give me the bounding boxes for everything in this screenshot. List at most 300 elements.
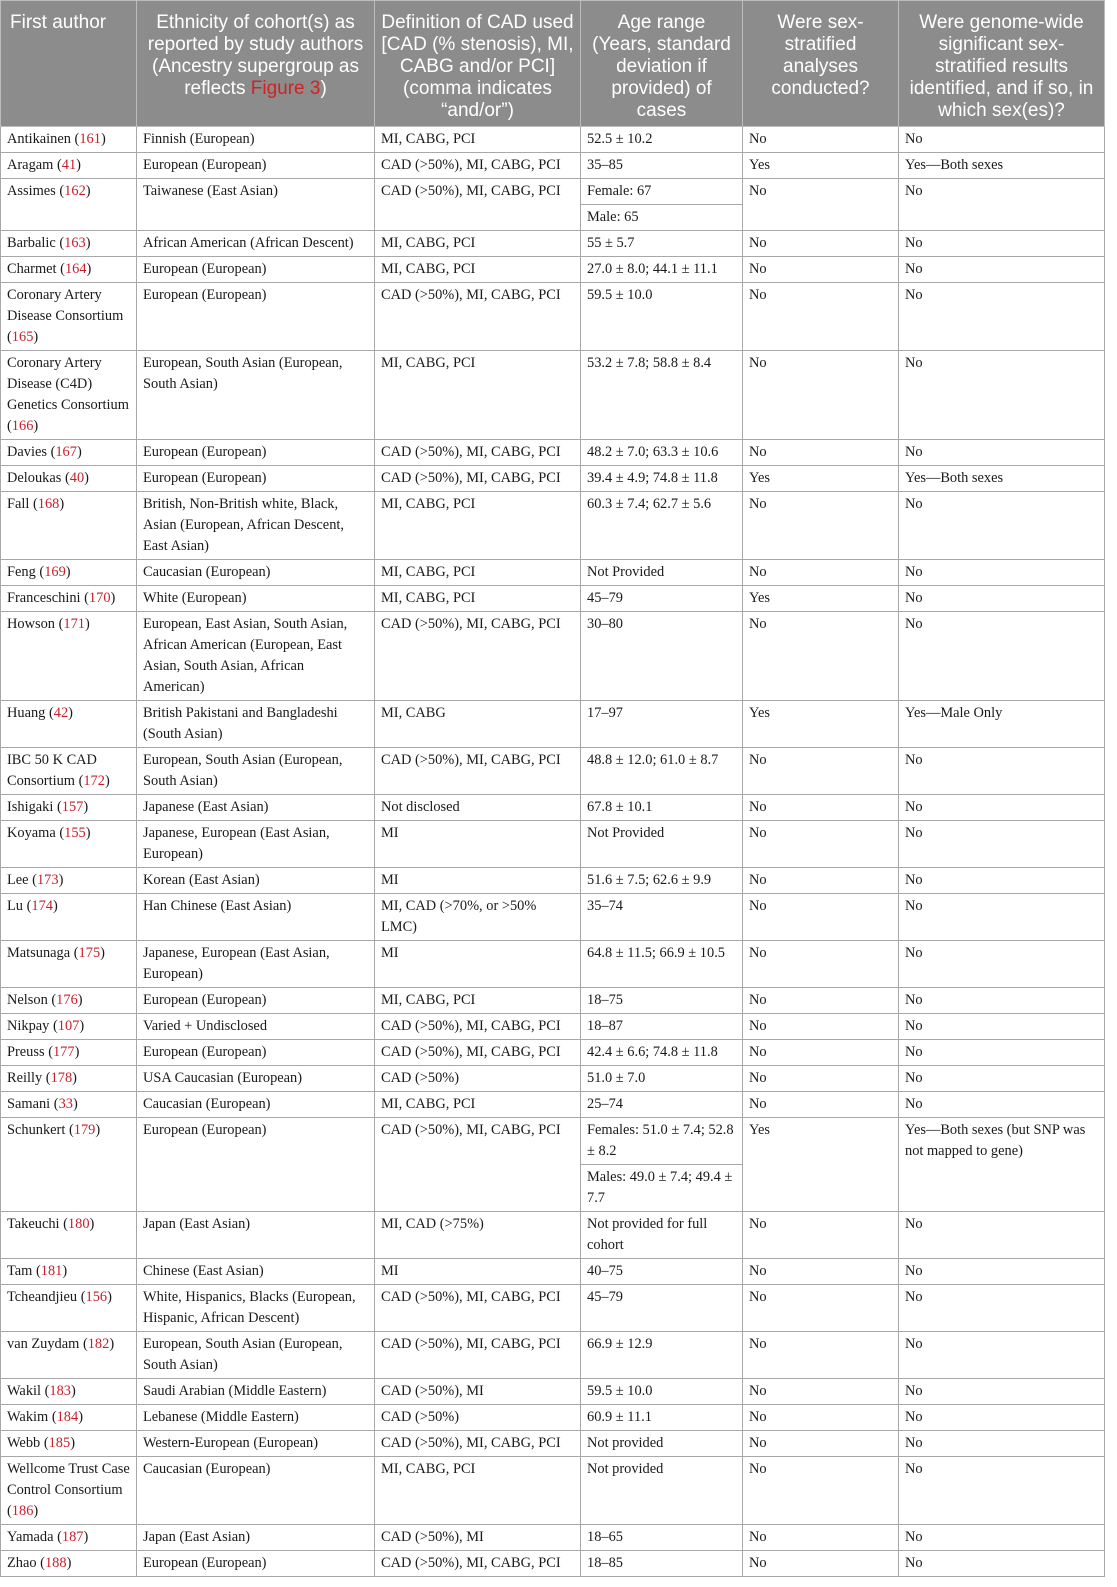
reference-link[interactable]: 174 xyxy=(31,898,53,914)
ref-open-paren: ( xyxy=(65,1122,74,1138)
author-cell xyxy=(1,1379,137,1405)
ref-close-paren: ) xyxy=(85,235,91,251)
ref-close-paren: ) xyxy=(62,1263,68,1279)
ref-open-paren: ( xyxy=(70,131,80,147)
reference-link[interactable]: 186 xyxy=(11,1503,34,1519)
ref-open-paren: ( xyxy=(7,1503,12,1519)
sex-analysis-cell: No xyxy=(743,1092,899,1118)
sex-analysis-cell: No xyxy=(743,1285,899,1332)
table-row xyxy=(1,1092,1105,1118)
ref-close-paren: ) xyxy=(77,992,83,1008)
author-cell xyxy=(1,868,137,894)
ethnicity-cell: European (European) xyxy=(137,257,375,283)
reference-link[interactable]: 180 xyxy=(67,1216,90,1232)
author-name: Nelson xyxy=(7,992,48,1008)
reference-link[interactable]: 181 xyxy=(40,1263,63,1279)
header-sex-stratified: Were sex-stratified analyses conducted? xyxy=(743,1,899,127)
ref-open-paren: ( xyxy=(55,235,65,251)
reference-link[interactable]: 182 xyxy=(87,1336,110,1352)
sex-analysis-cell: No xyxy=(743,179,899,231)
ref-open-paren: ( xyxy=(7,418,12,434)
cad-definition-cell: CAD (>50%) xyxy=(375,1066,581,1092)
ref-close-paren: ) xyxy=(100,945,105,961)
sex-results-cell: No xyxy=(899,560,1105,586)
cad-definition-cell: CAD (>50%), MI, CABG, PCI xyxy=(375,1285,581,1332)
author-cell xyxy=(1,1405,137,1431)
author-name: Wellcome Trust Case Control Consortium xyxy=(7,1461,130,1498)
author-cell xyxy=(1,1332,137,1379)
sex-analysis-cell: No xyxy=(743,988,899,1014)
ref-close-paren: ) xyxy=(84,616,90,632)
table-row xyxy=(1,1118,1105,1165)
age-range-cell: 40–75 xyxy=(581,1259,743,1285)
sex-analysis-cell: No xyxy=(743,894,899,941)
age-range-cell: 60.9 ± 11.1 xyxy=(581,1405,743,1431)
author-name: Ishigaki xyxy=(7,799,54,815)
ref-open-paren: ( xyxy=(44,1044,53,1060)
sex-results-cell: No xyxy=(899,1525,1105,1551)
ref-open-paren: ( xyxy=(32,1263,41,1279)
cad-definition-cell: Not disclosed xyxy=(375,795,581,821)
author-name: Davies xyxy=(7,444,47,460)
sex-analysis-cell: No xyxy=(743,231,899,257)
cad-definition-cell: MI, CABG, PCI xyxy=(375,586,581,612)
author-name: Wakil xyxy=(7,1383,42,1399)
header-age-range: Age range (Years, standard deviation if provided) of cases xyxy=(581,1,743,127)
ref-close-paren: ) xyxy=(76,444,82,460)
cad-definition-cell: CAD (>50%), MI, CABG, PCI xyxy=(375,1431,581,1457)
sex-results-cell: No xyxy=(899,988,1105,1014)
ref-close-paren: ) xyxy=(109,1336,115,1352)
age-range-cell: 53.2 ± 7.8; 58.8 ± 8.4 xyxy=(581,351,743,440)
author-name: Aragam xyxy=(7,157,54,173)
author-cell xyxy=(1,1551,137,1577)
sex-analysis-cell: Yes xyxy=(743,1118,899,1212)
cad-definition-cell: CAD (>50%), MI xyxy=(375,1525,581,1551)
table-row xyxy=(1,440,1105,466)
author-cell xyxy=(1,440,137,466)
age-range-cell: 45–79 xyxy=(581,586,743,612)
ref-open-paren: ( xyxy=(40,1435,49,1451)
ref-close-paren: ) xyxy=(52,898,58,914)
ethnicity-cell: European (European) xyxy=(137,1118,375,1212)
sex-analysis-cell: No xyxy=(743,351,899,440)
author-name: Tam xyxy=(7,1263,33,1279)
sex-results-cell: No xyxy=(899,231,1105,257)
table-row xyxy=(1,1259,1105,1285)
age-range-cell: 18–85 xyxy=(581,1551,743,1577)
author-name: Preuss xyxy=(7,1044,45,1060)
cad-definition-cell: MI, CABG, PCI xyxy=(375,560,581,586)
author-name: Reilly xyxy=(7,1070,43,1086)
author-cell xyxy=(1,586,137,612)
reference-link[interactable]: 40 xyxy=(69,470,85,486)
age-range-cell: Not Provided xyxy=(581,821,743,868)
ref-close-paren: ) xyxy=(68,705,73,721)
reference-link[interactable]: 188 xyxy=(44,1555,67,1571)
ref-open-paren: ( xyxy=(74,773,84,789)
author-name: Coronary Artery Disease (C4D) Genetics Consortium xyxy=(7,355,129,413)
table-row xyxy=(1,988,1105,1014)
sex-results-cell: No xyxy=(899,868,1105,894)
table-row xyxy=(1,748,1105,795)
table-row xyxy=(1,795,1105,821)
table-row xyxy=(1,1405,1105,1431)
sex-analysis-cell: No xyxy=(743,821,899,868)
sex-analysis-cell: No xyxy=(743,1332,899,1379)
ref-close-paren: ) xyxy=(89,1216,95,1232)
author-cell xyxy=(1,748,137,795)
ethnicity-cell: African American (African Descent) xyxy=(137,231,375,257)
reference-link[interactable]: 170 xyxy=(88,590,111,606)
sex-results-cell: No xyxy=(899,941,1105,988)
figure-3-link[interactable]: Figure 3 xyxy=(250,78,321,99)
table-row xyxy=(1,153,1105,179)
table-row xyxy=(1,894,1105,941)
sex-analysis-cell: No xyxy=(743,1259,899,1285)
author-name: Feng xyxy=(7,564,36,580)
sex-results-cell: No xyxy=(899,612,1105,701)
table-row xyxy=(1,1212,1105,1259)
author-cell xyxy=(1,283,137,351)
sex-results-cell: No xyxy=(899,1457,1105,1525)
author-name: Fall xyxy=(7,496,30,512)
ref-close-paren: ) xyxy=(70,1435,75,1451)
author-name: Zhao xyxy=(7,1555,37,1571)
author-name: Franceschini xyxy=(7,590,81,606)
ref-open-paren: ( xyxy=(48,1409,57,1425)
table-body xyxy=(1,127,1105,1577)
cad-definition-cell: CAD (>50%), MI, CABG, PCI xyxy=(375,1014,581,1040)
author-cell xyxy=(1,1092,137,1118)
cad-definition-cell: CAD (>50%), MI, CABG, PCI xyxy=(375,179,581,231)
reference-link[interactable]: 157 xyxy=(61,799,84,815)
age-range-cell: Not Provided xyxy=(581,560,743,586)
cad-definition-cell: MI xyxy=(375,821,581,868)
sex-results-cell: No xyxy=(899,1379,1105,1405)
cad-definition-cell: MI, CABG, PCI xyxy=(375,127,581,153)
sex-analysis-cell: No xyxy=(743,941,899,988)
author-cell xyxy=(1,231,137,257)
cad-definition-cell: CAD (>50%), MI, CABG, PCI xyxy=(375,440,581,466)
sex-results-cell: No xyxy=(899,748,1105,795)
cad-definition-cell: MI xyxy=(375,941,581,988)
ref-open-paren: ( xyxy=(46,444,56,460)
author-cell xyxy=(1,351,137,440)
age-range-cell: Not provided xyxy=(581,1431,743,1457)
reference-link[interactable]: 169 xyxy=(44,564,66,580)
table-row xyxy=(1,351,1105,440)
reference-link[interactable]: 166 xyxy=(11,418,34,434)
sex-analysis-cell: No xyxy=(743,1525,899,1551)
cad-definition-cell: MI, CABG, PCI xyxy=(375,257,581,283)
ref-close-paren: ) xyxy=(85,183,91,199)
age-range-cell: 18–75 xyxy=(581,988,743,1014)
sex-analysis-cell: No xyxy=(743,257,899,283)
ethnicity-cell: USA Caucasian (European) xyxy=(137,1066,375,1092)
author-cell xyxy=(1,179,137,231)
header-row xyxy=(1,1,1105,127)
age-range-cell: 39.4 ± 4.9; 74.8 ± 11.8 xyxy=(581,466,743,492)
sex-results-cell: Yes—Both sexes xyxy=(899,466,1105,492)
author-name: Wakim xyxy=(7,1409,49,1425)
author-name: van Zuydam xyxy=(7,1336,80,1352)
reference-link[interactable]: 161 xyxy=(79,131,101,147)
author-name: Assimes xyxy=(7,183,56,199)
reference-link[interactable]: 107 xyxy=(57,1018,80,1034)
author-cell xyxy=(1,821,137,868)
age-range-cell: 59.5 ± 10.0 xyxy=(581,1379,743,1405)
reference-link[interactable]: 185 xyxy=(48,1435,71,1451)
author-cell xyxy=(1,894,137,941)
ethnicity-cell: Lebanese (Middle Eastern) xyxy=(137,1405,375,1431)
table-row xyxy=(1,612,1105,701)
ethnicity-cell: Japanese, European (East Asian, European) xyxy=(137,821,375,868)
reference-link[interactable]: 168 xyxy=(37,496,60,512)
ref-close-paren: ) xyxy=(104,773,110,789)
ref-open-paren: ( xyxy=(55,183,65,199)
ref-close-paren: ) xyxy=(100,131,106,147)
author-cell xyxy=(1,941,137,988)
age-range-cell: 48.2 ± 7.0; 63.3 ± 10.6 xyxy=(581,440,743,466)
reference-link[interactable]: 156 xyxy=(85,1289,108,1305)
ref-close-paren: ) xyxy=(33,329,39,345)
table-row xyxy=(1,586,1105,612)
ethnicity-cell: Japan (East Asian) xyxy=(137,1212,375,1259)
ethnicity-cell: European (European) xyxy=(137,466,375,492)
ref-close-paren: ) xyxy=(65,564,71,580)
author-name: IBC 50 K CAD Consortium xyxy=(7,752,97,789)
table-row xyxy=(1,821,1105,868)
age-range-cell: 52.5 ± 10.2 xyxy=(581,127,743,153)
author-name: Antikainen xyxy=(7,131,71,147)
reference-link[interactable]: 42 xyxy=(53,705,69,721)
cad-definition-cell: MI, CABG, PCI xyxy=(375,988,581,1014)
reference-link[interactable]: 172 xyxy=(83,773,105,789)
age-range-cell: 59.5 ± 10.0 xyxy=(581,283,743,351)
reference-link[interactable]: 173 xyxy=(36,872,59,888)
ethnicity-cell: White, Hispanics, Blacks (European, Hispanic, African Descent) xyxy=(137,1285,375,1332)
age-range-cell: 25–74 xyxy=(581,1092,743,1118)
author-name: Samani xyxy=(7,1096,51,1112)
ref-open-paren: ( xyxy=(80,590,89,606)
reference-link[interactable]: 41 xyxy=(61,157,77,173)
sex-analysis-cell: No xyxy=(743,1066,899,1092)
ref-open-paren: ( xyxy=(56,261,65,277)
sex-analysis-cell: No xyxy=(743,1457,899,1525)
ref-open-paren: ( xyxy=(79,1336,88,1352)
reference-link[interactable]: 155 xyxy=(64,825,86,841)
sex-analysis-cell: No xyxy=(743,868,899,894)
cad-definition-cell: MI, CABG, PCI xyxy=(375,231,581,257)
sex-results-cell: Yes—Both sexes (but SNP was not mapped to gene) xyxy=(899,1118,1105,1212)
reference-link[interactable]: 184 xyxy=(56,1409,79,1425)
sex-analysis-cell: No xyxy=(743,492,899,560)
age-range-cell: 45–79 xyxy=(581,1285,743,1332)
age-range-cell: 27.0 ± 8.0; 44.1 ± 11.1 xyxy=(581,257,743,283)
ref-close-paren: ) xyxy=(85,825,91,841)
sex-results-cell: No xyxy=(899,440,1105,466)
reference-link[interactable]: 162 xyxy=(64,183,86,199)
sex-results-cell: No xyxy=(899,586,1105,612)
reference-link[interactable]: 175 xyxy=(78,945,101,961)
header-ethnicity: Ethnicity of cohort(s) as reported by study authors (Ancestry supergroup as reflects Figure 3) xyxy=(137,1,375,127)
sex-results-cell: No xyxy=(899,1212,1105,1259)
age-range-cell: 30–80 xyxy=(581,612,743,701)
ref-open-paren: ( xyxy=(41,1383,50,1399)
sex-results-cell: No xyxy=(899,1332,1105,1379)
age-range-cell: 17–97 xyxy=(581,701,743,748)
reference-link[interactable]: 183 xyxy=(49,1383,71,1399)
reference-link[interactable]: 165 xyxy=(11,329,34,345)
ref-open-paren: ( xyxy=(59,1216,68,1232)
author-cell xyxy=(1,1431,137,1457)
cad-definition-cell: MI, CABG, PCI xyxy=(375,1092,581,1118)
ref-open-paren: ( xyxy=(35,564,45,580)
author-name: Koyama xyxy=(7,825,56,841)
author-cell xyxy=(1,701,137,748)
ref-open-paren: ( xyxy=(70,945,79,961)
ref-close-paren: ) xyxy=(76,157,81,173)
age-range-cell: 51.0 ± 7.0 xyxy=(581,1066,743,1092)
reference-link[interactable]: 178 xyxy=(50,1070,73,1086)
ref-open-paren: ( xyxy=(53,1529,62,1545)
author-name: Matsunaga xyxy=(7,945,71,961)
table-row xyxy=(1,1040,1105,1066)
ref-open-paren: ( xyxy=(61,470,70,486)
ref-close-paren: ) xyxy=(71,1383,76,1399)
author-name: Lu xyxy=(7,898,23,914)
table-row xyxy=(1,1332,1105,1379)
cad-definition-cell: CAD (>50%), MI, CABG, PCI xyxy=(375,466,581,492)
ethnicity-cell: Caucasian (European) xyxy=(137,1457,375,1525)
sex-analysis-cell: No xyxy=(743,1014,899,1040)
ref-close-paren: ) xyxy=(83,1529,89,1545)
age-range-cell: 51.6 ± 7.5; 62.6 ± 9.9 xyxy=(581,868,743,894)
ref-open-paren: ( xyxy=(54,616,64,632)
ref-open-paren: ( xyxy=(49,1018,58,1034)
sex-analysis-cell: No xyxy=(743,127,899,153)
sex-analysis-cell: No xyxy=(743,1431,899,1457)
sex-results-cell: No xyxy=(899,283,1105,351)
reference-link[interactable]: 176 xyxy=(56,992,78,1008)
cad-definition-cell: MI, CABG, PCI xyxy=(375,492,581,560)
reference-link[interactable]: 164 xyxy=(64,261,87,277)
author-cell xyxy=(1,1014,137,1040)
ethnicity-cell: Western-European (European) xyxy=(137,1431,375,1457)
author-cell xyxy=(1,1118,137,1212)
reference-link[interactable]: 171 xyxy=(63,616,85,632)
cad-definition-cell: MI, CAD (>75%) xyxy=(375,1212,581,1259)
reference-link[interactable]: 187 xyxy=(61,1529,84,1545)
author-cell xyxy=(1,466,137,492)
table-row xyxy=(1,1014,1105,1040)
age-range-cell: 48.8 ± 12.0; 61.0 ± 8.7 xyxy=(581,748,743,795)
sex-results-cell: No xyxy=(899,127,1105,153)
sex-analysis-cell: No xyxy=(743,560,899,586)
reference-link[interactable]: 33 xyxy=(58,1096,73,1112)
ref-close-paren: ) xyxy=(74,1044,80,1060)
sex-analysis-cell: No xyxy=(743,1405,899,1431)
sex-results-cell: No xyxy=(899,1551,1105,1577)
sex-results-cell: No xyxy=(899,257,1105,283)
table-row xyxy=(1,257,1105,283)
age-range-cell: 55 ± 5.7 xyxy=(581,231,743,257)
ethnicity-cell: Taiwanese (East Asian) xyxy=(137,179,375,231)
reference-link[interactable]: 167 xyxy=(55,444,77,460)
author-name: Nikpay xyxy=(7,1018,50,1034)
ref-close-paren: ) xyxy=(95,1122,101,1138)
author-name: Deloukas xyxy=(7,470,62,486)
cad-definition-cell: MI, CAD (>70%, or >50% LMC) xyxy=(375,894,581,941)
ref-close-paren: ) xyxy=(110,590,116,606)
ref-open-paren: ( xyxy=(45,705,54,721)
ethnicity-cell: Saudi Arabian (Middle Eastern) xyxy=(137,1379,375,1405)
author-cell xyxy=(1,795,137,821)
sex-results-cell: No xyxy=(899,1014,1105,1040)
author-cell xyxy=(1,492,137,560)
age-range-cell: Males: 49.0 ± 7.4; 49.4 ± 7.7 xyxy=(581,1165,743,1212)
ref-open-paren: ( xyxy=(36,1555,45,1571)
cad-definition-cell: CAD (>50%), MI, CABG, PCI xyxy=(375,1040,581,1066)
reference-link[interactable]: 163 xyxy=(64,235,86,251)
author-name: Schunkert xyxy=(7,1122,66,1138)
cad-definition-cell: CAD (>50%), MI, CABG, PCI xyxy=(375,1118,581,1212)
sex-analysis-cell: No xyxy=(743,1551,899,1577)
table-row xyxy=(1,1379,1105,1405)
ref-close-paren: ) xyxy=(83,799,89,815)
author-name: Lee xyxy=(7,872,29,888)
ethnicity-cell: Japan (East Asian) xyxy=(137,1525,375,1551)
cad-definition-cell: MI xyxy=(375,868,581,894)
author-name: Huang xyxy=(7,705,46,721)
table-row xyxy=(1,127,1105,153)
reference-link[interactable]: 177 xyxy=(52,1044,75,1060)
header-sex-results: Were genome-wide significant sex-stratified results identified, and if so, in which sex(es)? xyxy=(899,1,1105,127)
cad-definition-cell: MI, CABG, PCI xyxy=(375,351,581,440)
sex-analysis-cell: No xyxy=(743,1040,899,1066)
ethnicity-cell: European (European) xyxy=(137,988,375,1014)
author-cell xyxy=(1,1525,137,1551)
sex-analysis-cell: No xyxy=(743,612,899,701)
ref-open-paren: ( xyxy=(42,1070,51,1086)
sex-results-cell: No xyxy=(899,1066,1105,1092)
cad-definition-cell: MI, CABG xyxy=(375,701,581,748)
age-range-cell: Not provided xyxy=(581,1457,743,1525)
cad-definition-cell: CAD (>50%), MI, CABG, PCI xyxy=(375,283,581,351)
author-name: Coronary Artery Disease Consortium xyxy=(7,287,124,324)
sex-results-cell: No xyxy=(899,1092,1105,1118)
ref-open-paren: ( xyxy=(23,898,32,914)
ref-close-paren: ) xyxy=(33,418,39,434)
author-cell xyxy=(1,1040,137,1066)
table-row xyxy=(1,466,1105,492)
author-cell xyxy=(1,153,137,179)
sex-analysis-cell: No xyxy=(743,283,899,351)
sex-results-cell: No xyxy=(899,1040,1105,1066)
author-cell xyxy=(1,127,137,153)
sex-results-cell: No xyxy=(899,179,1105,231)
age-range-cell: Not provided for full cohort xyxy=(581,1212,743,1259)
reference-link[interactable]: 179 xyxy=(73,1122,96,1138)
table-row xyxy=(1,1457,1105,1525)
cad-definition-cell: CAD (>50%), MI, CABG, PCI xyxy=(375,748,581,795)
sex-analysis-cell: No xyxy=(743,1212,899,1259)
table-row xyxy=(1,1551,1105,1577)
cad-definition-cell: CAD (>50%), MI, CABG, PCI xyxy=(375,1332,581,1379)
sex-results-cell: No xyxy=(899,492,1105,560)
cad-definition-cell: CAD (>50%), MI, CABG, PCI xyxy=(375,1551,581,1577)
